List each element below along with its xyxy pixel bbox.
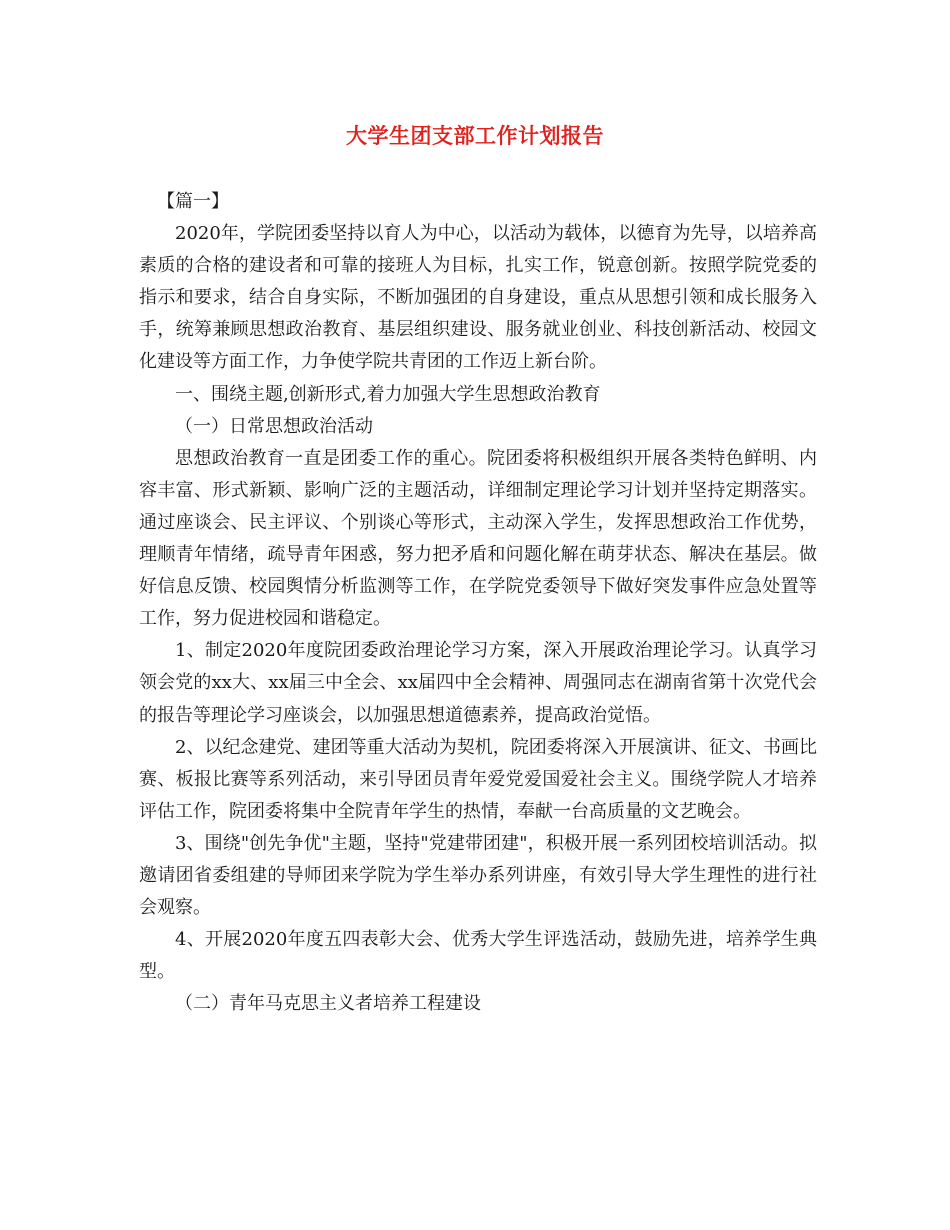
list-item-2: 2、以纪念建党、建团等重大活动为契机，院团委将深入开展演讲、征文、书画比赛、板报比赛等系列活动，来引导团员青年爱党爱国爱社会主义。围绕学院人才培养评估工作，院团委将集中全院青年学生的热情，奉献一台高质量的文艺晚会。 — [139, 736, 817, 822]
document-title: 大学生团支部工作计划报告 — [346, 124, 604, 148]
list-item-3: 3、围绕"创先争优"主题，坚持"党建带团建"，积极开展一系列团校培训活动。拟邀请团省委组建的导师团来学院为学生举办系列讲座，有效引导大学生理性的进行社会观察。 — [139, 832, 817, 919]
document-body — [139, 186, 817, 1020]
subsection-heading-2: （二）青年马克思主义者培养工程建设 — [175, 993, 481, 1015]
intro-paragraph: 2020年，学院团委坚持以育人为中心，以活动为载体，以德育为先导，以培养高素质的合格的建设者和可靠的接班人为目标，扎实工作，锐意创新。按照学院党委的指示和要求，结合自身实际，不断加强团的自身建设，重点从思想引领和成长服务入手，统筹兼顾思想政治教育、基层组织建设、服务就业创业、科技创新活动、校园文化建设等方面工作，力争使学院共青团的工作迈上新台阶。 — [139, 223, 817, 373]
section-heading-1: 一、围绕主题,创新形式,着力加强大学生思想政治教育 — [175, 383, 601, 405]
subsection-heading-1: （一）日常思想政治活动 — [175, 415, 373, 437]
section-label: 【篇一】 — [157, 191, 229, 212]
body-paragraph: 思想政治教育一直是团委工作的重心。院团委将积极组织开展各类特色鲜明、内容丰富、形式新颖、影响广泛的主题活动，详细制定理论学习计划并坚持定期落实。通过座谈会、民主评议、个别谈心等形式，主动深入学生，发挥思想政治工作优势，理顺青年情绪，疏导青年困惑，努力把矛盾和问题化解在萌芽状态、解决在基层。做好信息反馈、校园舆情分析监测等工作，在学院党委领导下做好突发事件应急处置等工作，努力促进校园和谐稳定。 — [139, 447, 817, 630]
list-item-4: 4、开展2020年度五四表彰大会、优秀大学生评选活动，鼓励先进，培养学生典型。 — [139, 929, 817, 983]
list-item-1: 1、制定2020年度院团委政治理论学习方案，深入开展政治理论学习。认真学习领会党的xx大、xx届三中全会、xx届四中全会精神、周强同志在湖南省第十次党代会的报告等理论学习座谈会，以加强思想道德素养，提高政治觉悟。 — [139, 640, 817, 726]
